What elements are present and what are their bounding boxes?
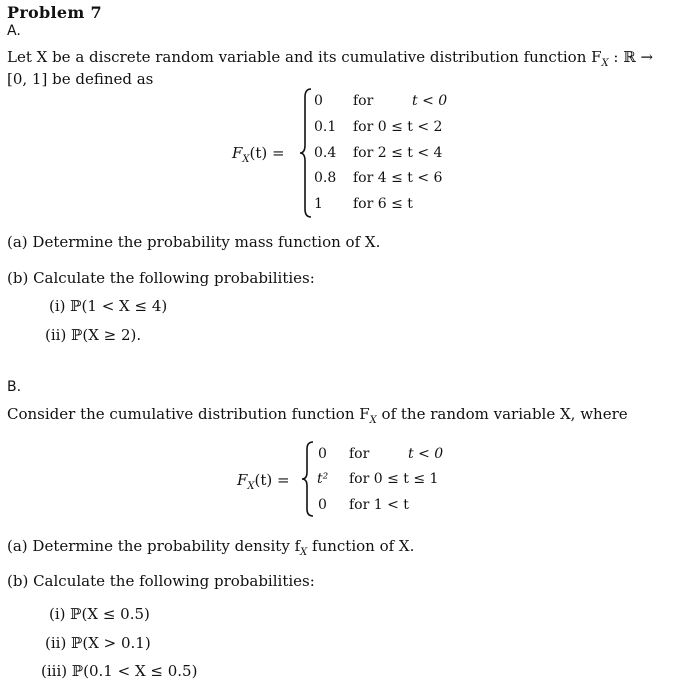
part-a-case-cond-2: for 2 ≤ t < 4 [353, 145, 443, 161]
part-b-question-b-ii: (ii) ℙ(X > 0.1) [45, 634, 151, 652]
problem-title: Problem 7 [7, 3, 102, 22]
part-a-case-value-1: 0.1 [314, 119, 337, 135]
part-a-case-cond2-0: t < 0 [412, 93, 448, 109]
part-b-case-value-1: t² [317, 471, 329, 487]
part-a-question-b: (b) Calculate the following probabilities: [7, 269, 315, 287]
part-b-lhs-f: F [237, 471, 248, 489]
part-a-case-cond-4: for 6 ≤ t [353, 196, 413, 212]
part-b-case-value-0: 0 [318, 446, 327, 462]
part-a-intro-line-2: [0, 1] be defined as [7, 70, 154, 88]
part-a-question-b-i: (i) ℙ(1 < X ≤ 4) [49, 297, 168, 315]
part-a-case-cond-1: for 0 ≤ t < 2 [353, 119, 443, 135]
part-a-case-value-2: 0.4 [314, 145, 337, 161]
part-b-case-cond2-0: t < 0 [408, 446, 444, 462]
part-a-label: A. [7, 23, 21, 39]
part-b-case-value-2: 0 [318, 497, 327, 513]
part-b-lhs-arg: (t) = [254, 471, 290, 489]
part-a-equation-lhs [232, 144, 285, 165]
part-b-question-a-text: (a) Determine the probability density f [7, 537, 301, 555]
part-b-left-brace [301, 441, 315, 517]
part-a-lhs-arg: (t) = [249, 144, 285, 162]
part-a-case-value-3: 0.8 [314, 170, 337, 186]
part-b-question-a-sub: X [300, 547, 308, 558]
part-b-label: B. [7, 379, 22, 395]
part-b-intro-text: Consider the cumulative distribution function F [7, 405, 370, 423]
part-b-intro-sub: X [369, 415, 377, 426]
part-a-intro-line-1 [7, 48, 653, 69]
part-a-lhs-sub: X [242, 154, 250, 165]
part-b-question-a-end: function of X. [307, 537, 415, 555]
part-b-question-a [7, 537, 414, 558]
part-b-intro-end: of the random variable X, where [376, 405, 628, 423]
part-a-case-cond-0: for [353, 93, 374, 109]
part-a-left-brace [299, 88, 313, 218]
part-a-intro-map: : ℝ → [608, 48, 654, 66]
part-a-intro-sub: X [601, 58, 609, 69]
part-b-case-cond-2: for 1 < t [349, 497, 409, 513]
part-b-intro [7, 405, 628, 426]
part-a-question-a: (a) Determine the probability mass function of X. [7, 233, 381, 251]
part-a-lhs-f: F [232, 144, 243, 162]
part-a-case-value-4: 1 [314, 196, 323, 212]
part-a-case-value-0: 0 [314, 93, 323, 109]
part-a-case-cond-3: for 4 ≤ t < 6 [353, 170, 443, 186]
part-a-question-b-ii: (ii) ℙ(X ≥ 2). [45, 326, 142, 344]
part-a-intro-text: Let X be a discrete random variable and its cumulative distribution function F [7, 48, 602, 66]
part-b-case-cond-0: for [349, 446, 370, 462]
part-b-case-cond-1: for 0 ≤ t ≤ 1 [349, 471, 439, 487]
part-b-question-b-iii: (iii) ℙ(0.1 < X ≤ 0.5) [41, 662, 198, 680]
part-b-question-b: (b) Calculate the following probabilities: [7, 572, 315, 590]
part-b-question-b-i: (i) ℙ(X ≤ 0.5) [49, 605, 150, 623]
part-b-equation-lhs [237, 471, 290, 492]
part-b-lhs-sub: X [247, 481, 255, 492]
